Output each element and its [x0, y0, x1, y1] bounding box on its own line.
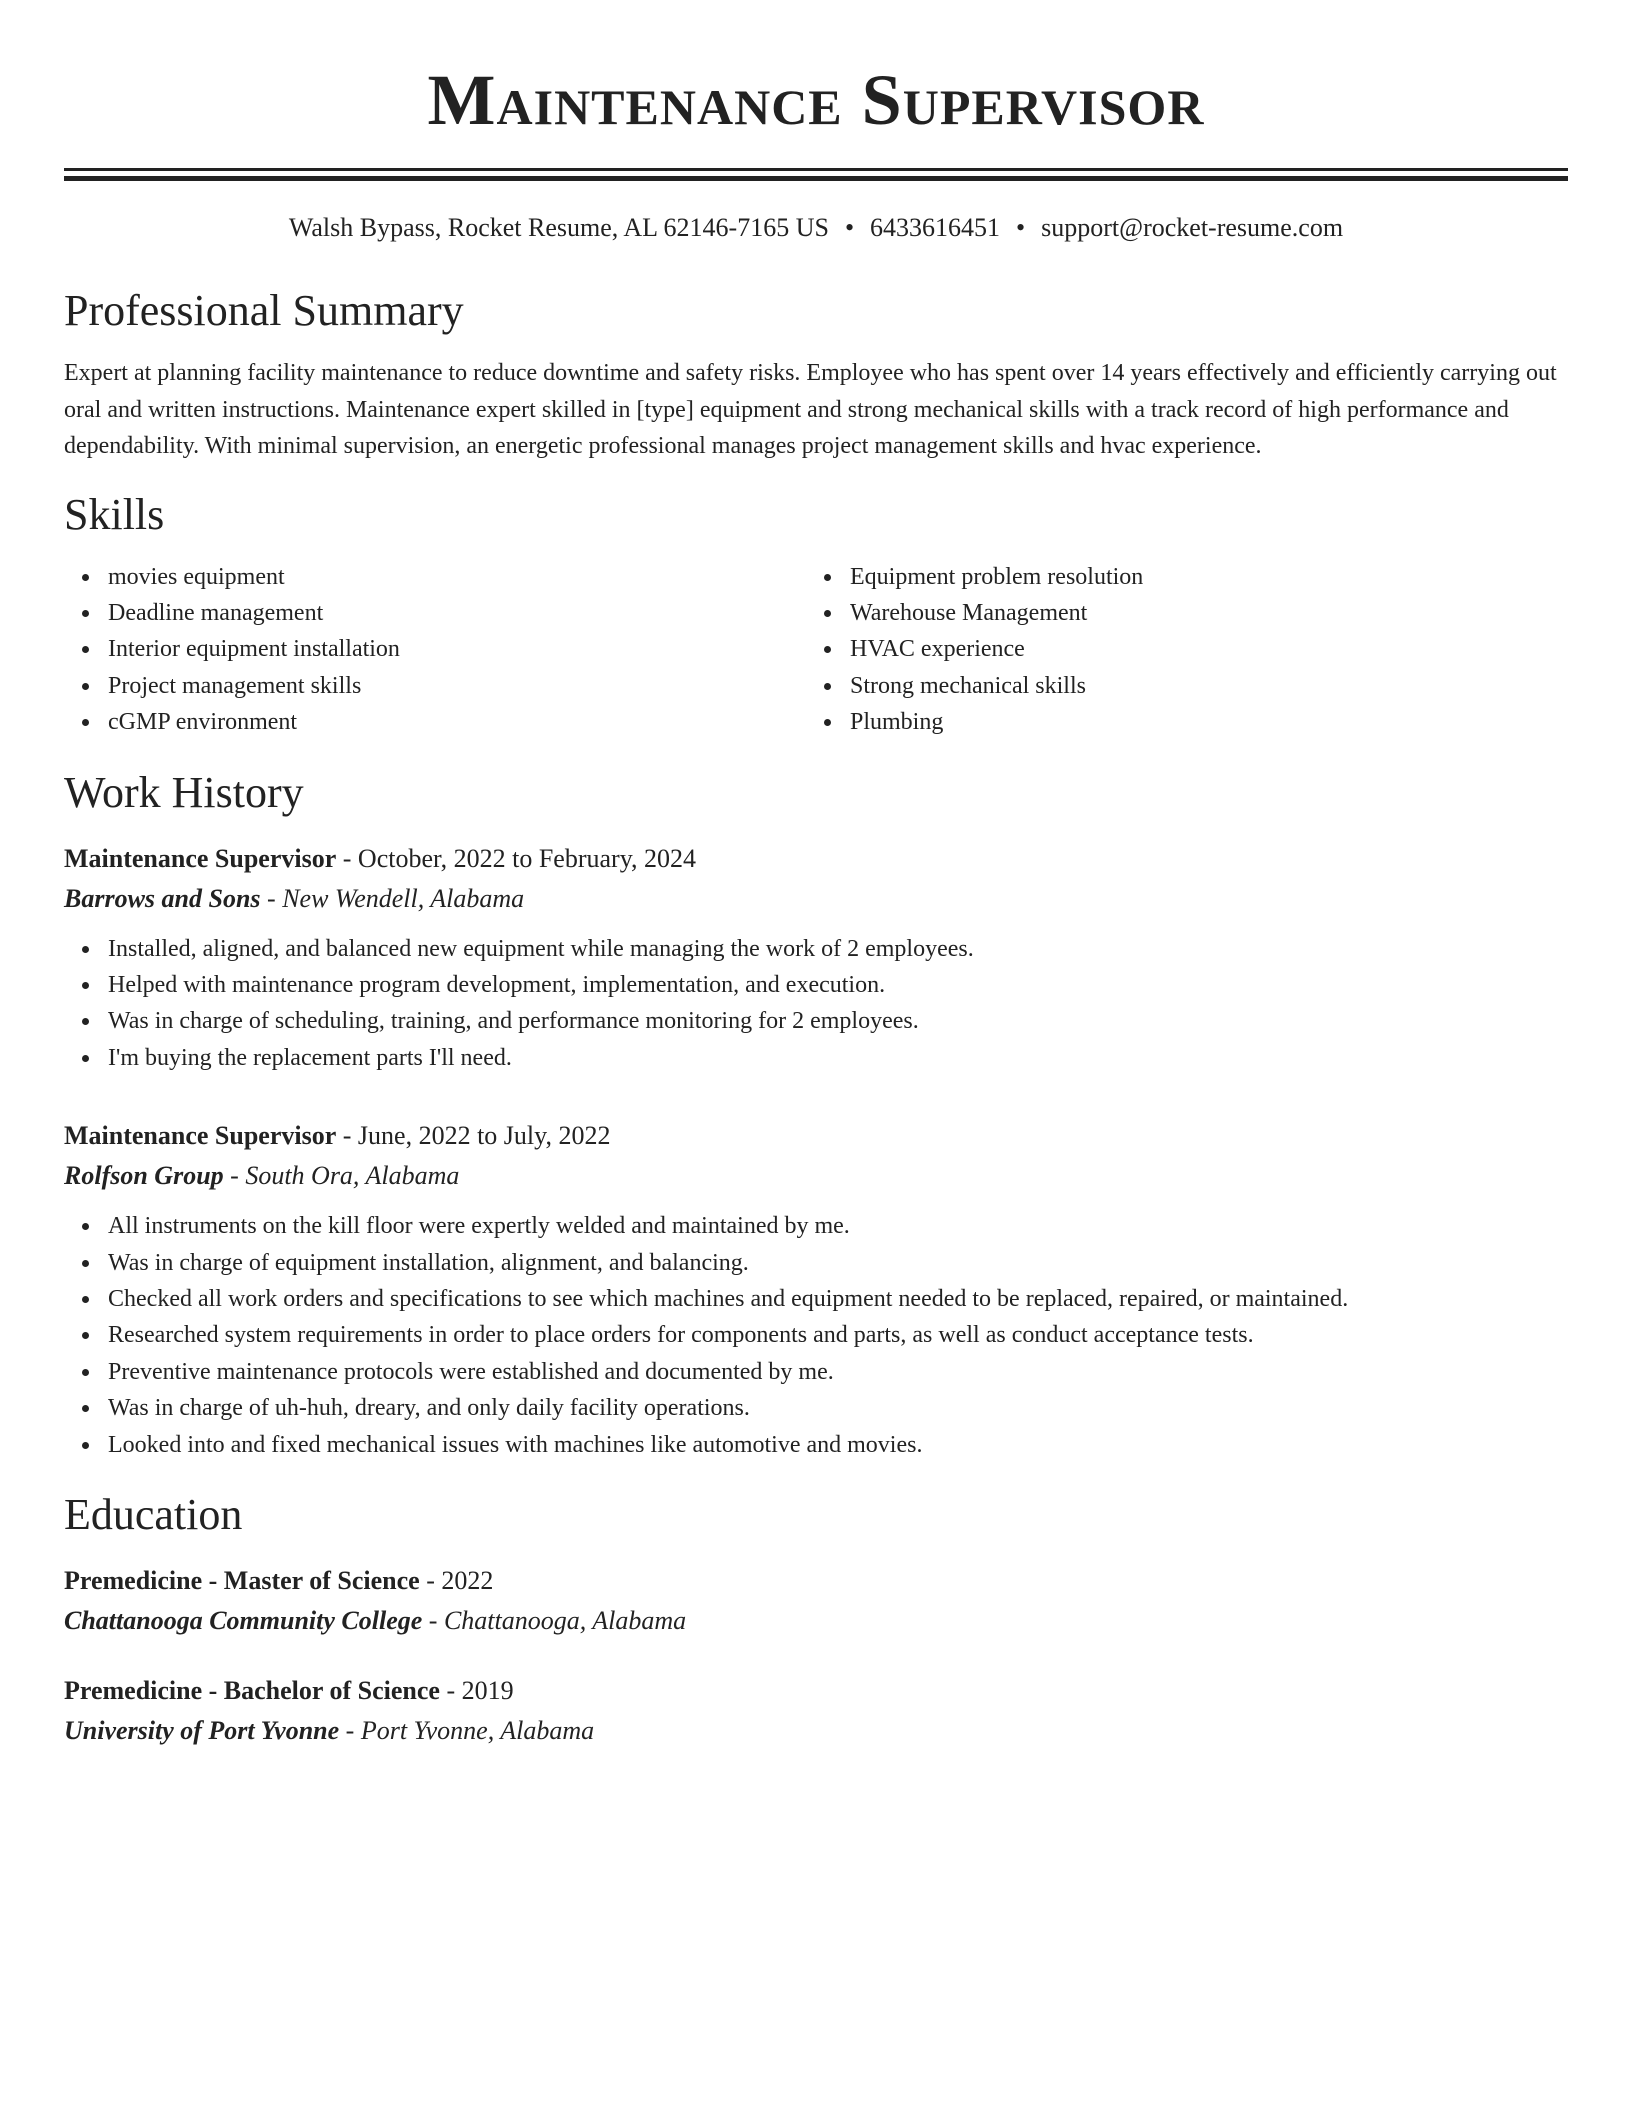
contact-email: support@rocket-resume.com: [1041, 213, 1344, 242]
education-degree-line: [64, 1561, 1568, 1601]
education-year: - 2022: [419, 1566, 494, 1595]
contact-line: [64, 211, 1568, 245]
job-bullet: Was in charge of equipment installation, alignment, and balancing.: [108, 1245, 1568, 1281]
skill-item: Warehouse Management: [850, 595, 1548, 631]
job-bullet: Was in charge of uh-huh, dreary, and only daily facility operations.: [108, 1390, 1568, 1426]
education-location: - Port Yvonne, Alabama: [339, 1716, 595, 1745]
job-company-line: [64, 1156, 1568, 1196]
job-company: Rolfson Group: [64, 1161, 224, 1191]
skill-item: HVAC experience: [850, 631, 1548, 667]
skill-item: Strong mechanical skills: [850, 668, 1548, 704]
skill-item: Project management skills: [108, 668, 806, 704]
job-entry: [64, 839, 1568, 1077]
job-bullet: Installed, aligned, and balanced new equipment while managing the work of 2 employees.: [108, 931, 1568, 967]
job-bullets: [64, 1208, 1568, 1463]
education-degree: Premedicine - Bachelor of Science: [64, 1676, 440, 1705]
resume-name: Maintenance Supervisor: [427, 60, 1205, 140]
education-school: Chattanooga Community College: [64, 1606, 423, 1635]
job-title: Maintenance Supervisor: [64, 1121, 337, 1151]
job-company-line: [64, 879, 1568, 919]
skill-item: Equipment problem resolution: [850, 559, 1548, 595]
job-bullet: Preventive maintenance protocols were established and documented by me.: [108, 1354, 1568, 1390]
job-title-line: [64, 1116, 1568, 1156]
education-degree: Premedicine - Master of Science: [64, 1566, 420, 1595]
job-bullet: Checked all work orders and specifications to see which machines and equipment needed to be replaced, repaired, or maintained.: [108, 1281, 1568, 1317]
job-bullet: Was in charge of scheduling, training, and performance monitoring for 2 employees.: [108, 1003, 1568, 1039]
job-bullet: All instruments on the kill floor were expertly welded and maintained by me.: [108, 1208, 1568, 1244]
education-year: - 2019: [439, 1676, 514, 1705]
header-rule-bottom: [64, 176, 1568, 181]
contact-separator: •: [1016, 213, 1026, 242]
skill-item: Interior equipment installation: [108, 631, 806, 667]
summary-heading: Professional Summary: [64, 286, 464, 335]
job-dates: - October, 2022 to February, 2024: [336, 843, 697, 873]
job-bullet: Researched system requirements in order to place orders for components and parts, as well as conduct acceptance tests.: [108, 1317, 1568, 1353]
education-entry: [64, 1671, 1568, 1751]
header-rule-top: [64, 168, 1568, 171]
job-title-line: [64, 839, 1568, 879]
education-heading: Education: [64, 1490, 243, 1539]
education-entry: [64, 1561, 1568, 1641]
skills-column-left: [64, 559, 806, 741]
job-bullets: [64, 931, 1568, 1077]
job-title: Maintenance Supervisor: [64, 843, 337, 873]
skill-item: cGMP environment: [108, 704, 806, 740]
skills-column-right: [806, 559, 1548, 741]
skill-item: movies equipment: [108, 559, 806, 595]
education-location: - Chattanooga, Alabama: [422, 1606, 687, 1635]
contact-separator: •: [844, 213, 855, 242]
education-school: University of Port Yvonne: [64, 1716, 340, 1745]
job-bullet: Looked into and fixed mechanical issues with machines like automotive and movies.: [108, 1427, 1568, 1463]
job-location: - New Wendell, Alabama: [260, 883, 525, 913]
education-school-line: [64, 1711, 1568, 1751]
resume-page: [64, 0, 1568, 1751]
work-history-heading: Work History: [64, 767, 304, 817]
skills-heading: Skills: [64, 489, 165, 539]
job-company: Barrows and Sons: [64, 883, 261, 913]
job-entry: [64, 1116, 1568, 1463]
contact-address: Walsh Bypass, Rocket Resume, AL 62146-7165 US: [288, 213, 829, 242]
education-school-line: [64, 1601, 1568, 1641]
skills-list: [64, 559, 1568, 741]
summary-text: Expert at planning facility maintenance to reduce downtime and safety risks. Employee who has spent over 14 years effectively and efficiently carrying out oral and written instructions. Maintenance expert skilled in [type] equipment and strong mechanical skills with a track record of high performance and dependability. With minimal supervision, an energetic professional manages project management skills and hvac experience.: [64, 360, 1557, 459]
job-bullet: Helped with maintenance program development, implementation, and execution.: [108, 967, 1568, 1003]
contact-phone: 6433616451: [870, 213, 1001, 242]
skill-item: Deadline management: [108, 595, 806, 631]
job-bullet: I'm buying the replacement parts I'll need.: [108, 1040, 1568, 1076]
education-degree-line: [64, 1671, 1568, 1711]
job-location: - South Ora, Alabama: [223, 1161, 460, 1191]
job-dates: - June, 2022 to July, 2022: [336, 1121, 611, 1151]
skill-item: Plumbing: [850, 704, 1548, 740]
